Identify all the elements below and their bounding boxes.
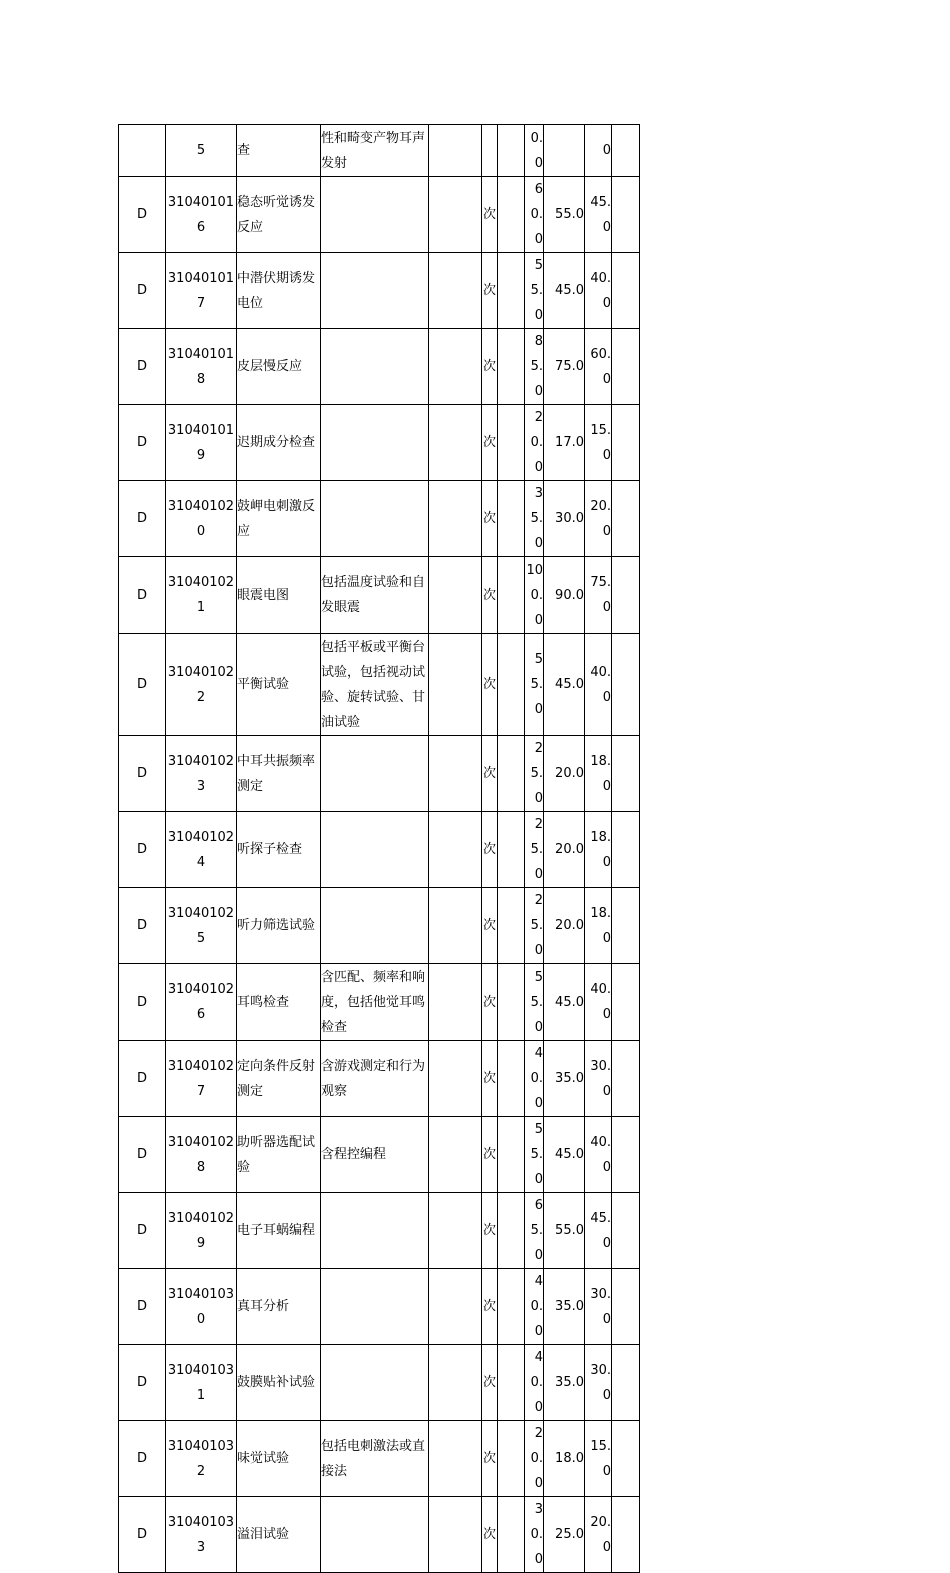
item-name-cell: 眼震电图 [237,557,321,634]
excluded-cell [429,1193,482,1269]
table-row [119,405,640,481]
code-cell: 310401019 [166,405,237,481]
table-row [119,1193,640,1269]
notes-cell [498,1497,525,1573]
code-cell: 310401031 [166,1345,237,1421]
item-name-cell: 中潜伏期诱发电位 [237,253,321,329]
item-name-cell: 耳鸣检查 [237,964,321,1041]
price-level-1-cell: 55.0 [525,634,544,736]
content-cell [321,405,429,481]
notes-cell [498,812,525,888]
code-cell: 310401026 [166,964,237,1041]
table-row [119,557,640,634]
price-level-1-cell: 35.0 [525,481,544,557]
remarks-cell [612,964,640,1041]
class-cell: D [119,1345,166,1421]
price-level-1-cell: 65.0 [525,1193,544,1269]
notes-cell [498,1269,525,1345]
class-cell [119,125,166,177]
table-row [119,329,640,405]
price-level-2-cell [544,125,585,177]
class-cell: D [119,253,166,329]
item-name-cell: 电子耳蜗编程 [237,1193,321,1269]
content-cell [321,253,429,329]
unit-cell: 次 [482,253,498,329]
price-level-1-cell: 60.0 [525,177,544,253]
notes-cell [498,177,525,253]
unit-cell: 次 [482,557,498,634]
price-level-3-cell: 18.0 [585,736,612,812]
item-name-cell: 迟期成分检查 [237,405,321,481]
code-cell: 310401017 [166,253,237,329]
content-cell: 包括平板或平衡台试验，包括视动试验、旋转试验、甘油试验 [321,634,429,736]
price-level-2-cell: 20.0 [544,736,585,812]
price-level-3-cell: 15.0 [585,405,612,481]
price-level-3-cell: 20.0 [585,481,612,557]
unit-cell: 次 [482,405,498,481]
table-row [119,177,640,253]
excluded-cell [429,1497,482,1573]
notes-cell [498,125,525,177]
excluded-cell [429,1345,482,1421]
remarks-cell [612,177,640,253]
price-level-2-cell: 17.0 [544,405,585,481]
code-cell: 310401028 [166,1117,237,1193]
item-name-cell: 定向条件反射测定 [237,1041,321,1117]
unit-cell: 次 [482,1041,498,1117]
code-cell: 310401033 [166,1497,237,1573]
price-level-3-cell: 30.0 [585,1269,612,1345]
content-cell: 含程控编程 [321,1117,429,1193]
remarks-cell [612,1041,640,1117]
unit-cell: 次 [482,888,498,964]
content-cell [321,888,429,964]
price-level-3-cell: 45.0 [585,177,612,253]
notes-cell [498,481,525,557]
table-row [119,736,640,812]
class-cell: D [119,481,166,557]
excluded-cell [429,481,482,557]
price-level-2-cell: 30.0 [544,481,585,557]
code-cell: 310401029 [166,1193,237,1269]
price-level-3-cell: 30.0 [585,1345,612,1421]
table-row [119,888,640,964]
item-name-cell: 鼓岬电刺激反应 [237,481,321,557]
price-level-2-cell: 25.0 [544,1497,585,1573]
price-level-3-cell: 40.0 [585,253,612,329]
price-level-3-cell: 0 [585,125,612,177]
item-name-cell: 皮层慢反应 [237,329,321,405]
class-cell: D [119,1421,166,1497]
price-level-3-cell: 18.0 [585,888,612,964]
remarks-cell [612,329,640,405]
excluded-cell [429,634,482,736]
code-cell: 5 [166,125,237,177]
class-cell: D [119,888,166,964]
price-table-body [119,125,640,1573]
remarks-cell [612,1269,640,1345]
price-level-2-cell: 75.0 [544,329,585,405]
price-level-1-cell: 25.0 [525,736,544,812]
item-name-cell: 听力筛选试验 [237,888,321,964]
price-level-2-cell: 35.0 [544,1041,585,1117]
class-cell: D [119,1269,166,1345]
notes-cell [498,1345,525,1421]
class-cell: D [119,1041,166,1117]
price-level-1-cell: 25.0 [525,888,544,964]
remarks-cell [612,481,640,557]
content-cell: 含匹配、频率和响度，包括他觉耳鸣检查 [321,964,429,1041]
remarks-cell [612,1497,640,1573]
price-level-1-cell: 20.0 [525,1421,544,1497]
price-level-2-cell: 20.0 [544,812,585,888]
price-level-3-cell: 18.0 [585,812,612,888]
item-name-cell: 稳态听觉诱发反应 [237,177,321,253]
table-row [119,481,640,557]
table-row [119,1497,640,1573]
unit-cell: 次 [482,634,498,736]
price-level-3-cell: 20.0 [585,1497,612,1573]
code-cell: 310401032 [166,1421,237,1497]
item-name-cell: 中耳共振频率测定 [237,736,321,812]
excluded-cell [429,1117,482,1193]
content-cell: 含游戏测定和行为观察 [321,1041,429,1117]
price-level-1-cell: 0.0 [525,125,544,177]
code-cell: 310401025 [166,888,237,964]
price-level-3-cell: 40.0 [585,1117,612,1193]
item-name-cell: 平衡试验 [237,634,321,736]
code-cell: 310401020 [166,481,237,557]
notes-cell [498,1117,525,1193]
item-name-cell: 鼓膜贴补试验 [237,1345,321,1421]
content-cell: 包括电刺激法或直接法 [321,1421,429,1497]
remarks-cell [612,253,640,329]
price-level-2-cell: 45.0 [544,964,585,1041]
code-cell: 310401022 [166,634,237,736]
notes-cell [498,1193,525,1269]
item-name-cell: 查 [237,125,321,177]
unit-cell: 次 [482,1269,498,1345]
code-cell: 310401021 [166,557,237,634]
remarks-cell [612,1193,640,1269]
remarks-cell [612,405,640,481]
table-row [119,1269,640,1345]
content-cell [321,736,429,812]
excluded-cell [429,1269,482,1345]
code-cell: 310401024 [166,812,237,888]
table-row [119,125,640,177]
item-name-cell: 真耳分析 [237,1269,321,1345]
excluded-cell [429,405,482,481]
table-row [119,1117,640,1193]
unit-cell: 次 [482,1117,498,1193]
notes-cell [498,253,525,329]
price-level-2-cell: 35.0 [544,1269,585,1345]
price-level-1-cell: 40.0 [525,1041,544,1117]
price-level-3-cell: 60.0 [585,329,612,405]
price-level-1-cell: 20.0 [525,405,544,481]
price-level-3-cell: 75.0 [585,557,612,634]
price-level-1-cell: 85.0 [525,329,544,405]
price-level-2-cell: 55.0 [544,1193,585,1269]
code-cell: 310401016 [166,177,237,253]
unit-cell: 次 [482,1193,498,1269]
class-cell: D [119,557,166,634]
content-cell [321,1497,429,1573]
excluded-cell [429,1041,482,1117]
price-level-2-cell: 45.0 [544,634,585,736]
price-level-2-cell: 45.0 [544,253,585,329]
table-row [119,964,640,1041]
remarks-cell [612,736,640,812]
price-level-2-cell: 20.0 [544,888,585,964]
remarks-cell [612,888,640,964]
unit-cell [482,125,498,177]
excluded-cell [429,736,482,812]
unit-cell: 次 [482,736,498,812]
item-name-cell: 助听器选配试验 [237,1117,321,1193]
unit-cell: 次 [482,1421,498,1497]
class-cell: D [119,634,166,736]
unit-cell: 次 [482,329,498,405]
excluded-cell [429,964,482,1041]
notes-cell [498,405,525,481]
price-level-1-cell: 55.0 [525,253,544,329]
remarks-cell [612,125,640,177]
table-row [119,812,640,888]
price-level-3-cell: 45.0 [585,1193,612,1269]
excluded-cell [429,177,482,253]
class-cell: D [119,1497,166,1573]
content-cell [321,1345,429,1421]
price-level-1-cell: 55.0 [525,964,544,1041]
price-level-1-cell: 55.0 [525,1117,544,1193]
excluded-cell [429,557,482,634]
content-cell: 性和畸变产物耳声发射 [321,125,429,177]
notes-cell [498,634,525,736]
class-cell: D [119,964,166,1041]
excluded-cell [429,1421,482,1497]
price-level-3-cell: 40.0 [585,634,612,736]
excluded-cell [429,888,482,964]
excluded-cell [429,125,482,177]
notes-cell [498,1421,525,1497]
unit-cell: 次 [482,812,498,888]
class-cell: D [119,177,166,253]
table-row [119,253,640,329]
table-row [119,1041,640,1117]
notes-cell [498,329,525,405]
table-row [119,1345,640,1421]
remarks-cell [612,634,640,736]
unit-cell: 次 [482,1345,498,1421]
price-level-1-cell: 100.0 [525,557,544,634]
excluded-cell [429,812,482,888]
class-cell: D [119,736,166,812]
item-name-cell: 味觉试验 [237,1421,321,1497]
price-level-2-cell: 35.0 [544,1345,585,1421]
unit-cell: 次 [482,481,498,557]
price-level-2-cell: 18.0 [544,1421,585,1497]
price-level-2-cell: 45.0 [544,1117,585,1193]
class-cell: D [119,1193,166,1269]
content-cell [321,481,429,557]
code-cell: 310401023 [166,736,237,812]
remarks-cell [612,812,640,888]
notes-cell [498,736,525,812]
class-cell: D [119,812,166,888]
item-name-cell: 听探子检查 [237,812,321,888]
price-level-1-cell: 40.0 [525,1269,544,1345]
remarks-cell [612,1117,640,1193]
unit-cell: 次 [482,964,498,1041]
code-cell: 310401030 [166,1269,237,1345]
table-row [119,1421,640,1497]
notes-cell [498,557,525,634]
class-cell: D [119,405,166,481]
notes-cell [498,964,525,1041]
unit-cell: 次 [482,177,498,253]
class-cell: D [119,329,166,405]
unit-cell: 次 [482,1497,498,1573]
notes-cell [498,888,525,964]
class-cell: D [119,1117,166,1193]
content-cell [321,1193,429,1269]
excluded-cell [429,329,482,405]
price-level-3-cell: 30.0 [585,1041,612,1117]
content-cell [321,329,429,405]
content-cell: 包括温度试验和自发眼震 [321,557,429,634]
price-level-3-cell: 40.0 [585,964,612,1041]
price-level-1-cell: 25.0 [525,812,544,888]
notes-cell [498,1041,525,1117]
code-cell: 310401018 [166,329,237,405]
price-level-1-cell: 30.0 [525,1497,544,1573]
price-table [118,124,640,1573]
excluded-cell [429,253,482,329]
price-level-3-cell: 15.0 [585,1421,612,1497]
price-level-2-cell: 90.0 [544,557,585,634]
remarks-cell [612,1345,640,1421]
content-cell [321,1269,429,1345]
item-name-cell: 溢泪试验 [237,1497,321,1573]
content-cell [321,177,429,253]
content-cell [321,812,429,888]
price-level-1-cell: 40.0 [525,1345,544,1421]
code-cell: 310401027 [166,1041,237,1117]
remarks-cell [612,557,640,634]
price-level-2-cell: 55.0 [544,177,585,253]
remarks-cell [612,1421,640,1497]
table-row [119,634,640,736]
